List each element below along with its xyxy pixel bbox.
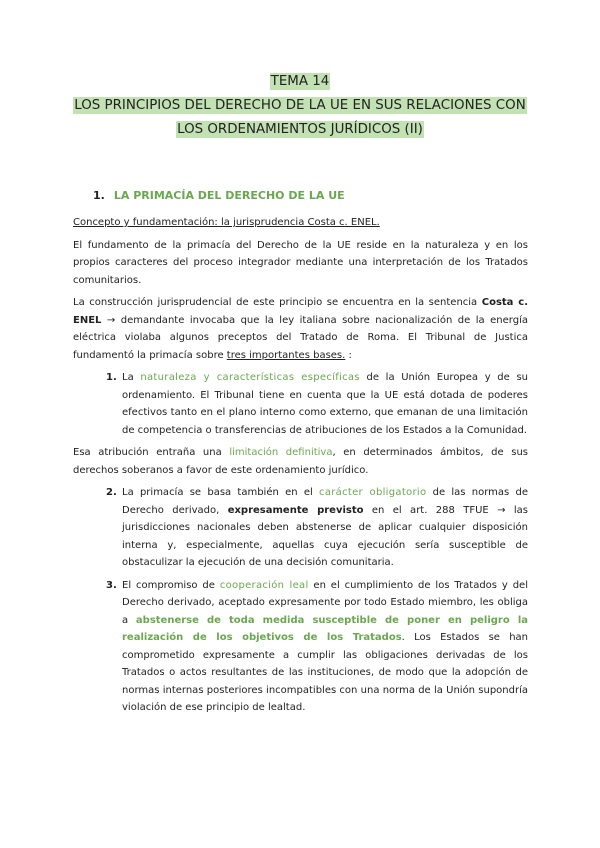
list-number-2: 2. — [106, 487, 117, 498]
item3-highlight: cooperación leal — [219, 579, 309, 591]
item2-highlight: carácter obligatorio — [319, 487, 427, 498]
p2-text-e: : — [345, 349, 352, 361]
item3-bold-highlight: abstenerse de toda medida susceptible de poner en peligro la realización de los objetivos de los Tratados — [122, 614, 528, 643]
item3-text-a: El compromiso de — [122, 579, 220, 591]
item2-text-a: La primacía se basa también en el — [122, 487, 320, 498]
item1-highlight: naturaleza y características específicas — [140, 372, 360, 383]
list-item-1 — [106, 369, 528, 439]
section-heading — [93, 189, 345, 202]
item1-text-c: de la Unión Europea y de su ordenamiento. El Tribunal tiene en cuenta que la UE está dotada de poderes efectivos tanto en el plano interno como externo, que emanan de una limitación de competencia o transferencias de atribuciones de los Estados a la Comunidad. — [122, 372, 528, 436]
tema-label: TEMA 14 — [270, 74, 330, 89]
title-line-1: LOS PRINCIPIOS DEL DERECHO DE LA UE EN SUS RELACIONES CON — [74, 98, 526, 113]
paragraph-2 — [73, 294, 528, 364]
p2-text-c: → demandante invocaba que la ley italiana sobre nacionalización de la energía eléctrica violaba algunos preceptos del Tratado de Roma. El Tribunal de Justica fundamentó la primacía sobre — [73, 314, 528, 361]
document-body — [73, 214, 528, 722]
list-number-1: 1. — [106, 372, 117, 383]
paragraph-3 — [73, 444, 528, 479]
item3-text-e: . Los Estados se han comprometido expresamente a cumplir las obligaciones derivadas de los Tratados o actos resultantes de las instituciones, de modo que la adopción de normas internas posteriores incompatibles con una norma de la Unión supondría violación de ese principio de lealtad. — [122, 632, 528, 713]
item2-text-e: en el art. 288 TFUE → las jurisdicciones nacionales deben abstenerse de aplicar cualquier disposición interna y, especialmente, aquellas cuya ejecución sería susceptible de obstaculizar la ejecución de una decisión comunitaria. — [122, 504, 529, 568]
item2-bold: expresamente previsto — [227, 504, 364, 516]
p2-text-a: La construcción jurisprudencial de este principio se encuentra en la sentencia — [73, 297, 482, 308]
paragraph-1: El fundamento de la primacía del Derecho de la UE reside en la naturaleza y en los propios caracteres del proceso integrador mediante una interpretación de los Tratados comunitarios. — [73, 239, 528, 286]
subheading: Concepto y fundamentación: la jurisprudencia Costa c. ENEL. — [73, 217, 380, 228]
list-item-3 — [106, 577, 528, 717]
list-number-3: 3. — [106, 579, 117, 591]
p2-costa-enel: Costa c. ENEL — [73, 297, 528, 326]
section-number: 1. — [93, 189, 105, 202]
p3-text-a: Esa atribución entraña una — [73, 447, 230, 458]
item3-text-c: en el cumplimiento de los Tratados y del Derecho derivado, aceptado expresamente por todo Estado miembro, les obliga a — [122, 579, 528, 626]
p3-text-c: , en determinados ámbitos, de sus derechos soberanos a favor de este ordenamiento jurídico. — [73, 447, 528, 476]
item1-text-a: La — [122, 372, 141, 383]
p2-tres-bases: tres importantes bases. — [226, 349, 346, 361]
list-item-2 — [106, 484, 528, 572]
document-title — [0, 70, 600, 142]
item2-text-c: de las normas de Derecho derivado, — [122, 487, 528, 516]
section-title: LA PRIMACÍA DEL DERECHO DE LA UE — [113, 189, 345, 202]
p3-highlight: limitación definitiva — [229, 447, 333, 458]
title-line-2: LOS ORDENAMIENTOS JURÍDICOS (II) — [177, 122, 423, 137]
